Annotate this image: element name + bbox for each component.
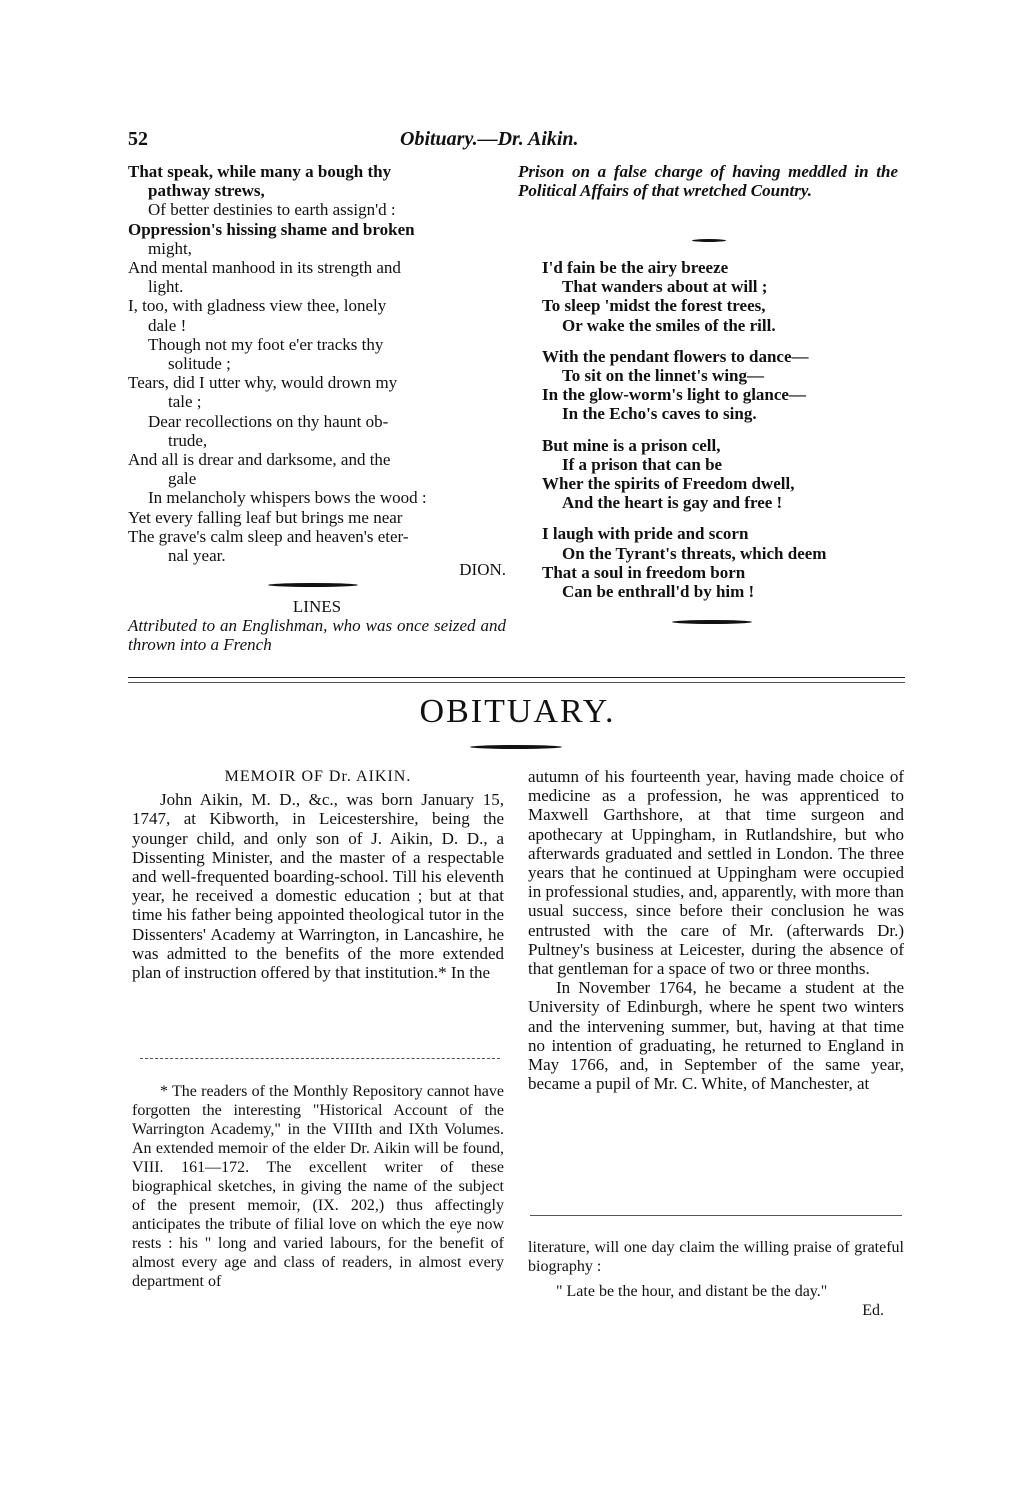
poem-line: And all is drear and darksome, and the bbox=[128, 450, 391, 470]
poem-line: dale ! bbox=[148, 315, 187, 335]
poem-line: To sit on the linnet's wing— bbox=[562, 366, 764, 386]
poem-line: In the Echo's caves to sing. bbox=[562, 404, 757, 424]
memoir-right-column bbox=[528, 767, 904, 1093]
memoir-paragraph: autumn of his fourteenth year, having made choice of medicine as a profession, he was apprenticed to Maxwell Garthshore, at that time surgeon and apothecary at Uppingham, in Rutlandshire, but who afterwards graduated and settled in London. The three years that he continued at Uppingham were occupied in professional studies, and, apparently, with more than usual success, since before their conclusion he was entrusted with the care of Mr. (afterwards Dr.) Pultney's business at Leicester, during the absence of that gentleman for a space of two or three months. bbox=[528, 767, 904, 979]
poem-line: Wher the spirits of Freedom dwell, bbox=[542, 474, 795, 494]
page-number: 52 bbox=[128, 128, 148, 150]
poem-line: Though not my foot e'er tracks thy bbox=[148, 334, 384, 354]
poem-line: If a prison that can be bbox=[562, 454, 723, 474]
poem-line: On the Tyrant's threats, which deem bbox=[562, 543, 827, 563]
lines-heading: LINES bbox=[292, 597, 342, 616]
poem-line: Yet every falling leaf but brings me near bbox=[128, 507, 403, 527]
footnote-divider bbox=[530, 1215, 902, 1216]
poem-line: That speak, while many a bough thy bbox=[128, 162, 392, 181]
footnote-continuation: literature, will one day claim the willing praise of grateful biography : bbox=[528, 1239, 904, 1275]
poem-line: Dear recollections on thy haunt ob- bbox=[148, 411, 389, 431]
ornament-rule bbox=[672, 620, 752, 624]
poem-line: I, too, with gladness view thee, lonely bbox=[128, 296, 387, 316]
footnote-divider bbox=[140, 1058, 500, 1059]
poem-line: might, bbox=[148, 238, 192, 258]
poem-line: That a soul in freedom born bbox=[542, 562, 746, 582]
poem-right-column bbox=[542, 258, 902, 601]
poem-line: Tears, did I utter why, would drown my bbox=[128, 373, 398, 393]
poem-signature: DION. bbox=[459, 560, 506, 579]
poem-line: gale bbox=[168, 469, 197, 489]
poem-line: The grave's calm sleep and heaven's eter- bbox=[128, 526, 409, 546]
ornament-rule bbox=[692, 239, 726, 242]
ornament-rule bbox=[470, 745, 562, 749]
poem-line: Or wake the smiles of the rill. bbox=[562, 315, 776, 335]
footnote-signature: Ed. bbox=[862, 1302, 884, 1319]
poem-line: That wanders about at will ; bbox=[562, 277, 768, 297]
lines-intro-right: Prison on a false charge of having meddled in the Political Affairs of that wretched Country. bbox=[518, 162, 898, 201]
poem-line: In melancholy whispers bows the wood : bbox=[148, 488, 427, 508]
poem-line: I laugh with pride and scorn bbox=[542, 524, 749, 544]
poem-line: solitude ; bbox=[168, 354, 231, 374]
memoir-paragraph: John Aikin, M. D., &c., was born January 15, 1747, at Kibworth, in Leicestershire, being the younger child, and only son of J. Aikin, D. D., a Dissenting Minister, and the master of a respectable and well-frequented boarding-school. Till his eleventh year, he received a domestic education ; but at that time his father being appointed theological tutor in the Dissenters' Academy at Warrington, in Lancashire, he was admitted to the benefits of the more extended plan of instruction offered by that institution.* In the bbox=[132, 790, 504, 983]
poem-line: light. bbox=[148, 277, 184, 297]
poem-line: To sleep 'midst the forest trees, bbox=[542, 296, 766, 316]
ornament-rule bbox=[268, 583, 358, 587]
section-divider bbox=[128, 677, 905, 678]
poem-line: And the heart is gay and free ! bbox=[562, 493, 783, 513]
memoir-paragraph: In November 1764, he became a student at the University of Edinburgh, where he spent two winters and the intervening summer, but, having at that time no intention of graduating, he returned to England in May 1766, and, in September of the same year, became a pupil of Mr. C. White, of Manchester, at bbox=[528, 978, 904, 1094]
poem-line: I'd fain be the airy breeze bbox=[542, 258, 729, 277]
footnote-quote: " Late be the hour, and distant be the day." bbox=[556, 1283, 828, 1300]
poem-line: And mental manhood in its strength and bbox=[128, 258, 401, 278]
poem-line: Can be enthrall'd by him ! bbox=[562, 582, 755, 602]
running-title: Obituary.—Dr. Aikin. bbox=[400, 128, 579, 150]
poem-line: With the pendant flowers to dance— bbox=[542, 346, 809, 366]
section-divider-thin bbox=[128, 682, 905, 683]
poem-line: Of better destinies to earth assign'd : bbox=[148, 200, 396, 220]
poem-line: pathway strews, bbox=[148, 181, 265, 201]
poem-line: nal year. bbox=[168, 546, 226, 566]
footnote-continuation-block bbox=[528, 1238, 904, 1320]
poem-line: Oppression's hissing shame and broken bbox=[128, 219, 415, 239]
section-title: OBITUARY. bbox=[419, 693, 616, 730]
poem-left-column bbox=[128, 162, 506, 565]
poem-line: In the glow-worm's light to glance— bbox=[542, 385, 806, 405]
memoir-heading: MEMOIR OF Dr. AIKIN. bbox=[224, 768, 412, 785]
memoir-left-column bbox=[132, 767, 504, 982]
poem-line: tale ; bbox=[168, 392, 202, 412]
lines-intro-left: Attributed to an Englishman, who was once seized and thrown into a French bbox=[128, 616, 506, 655]
poem-line: trude, bbox=[168, 430, 208, 450]
poem-line: But mine is a prison cell, bbox=[542, 435, 721, 455]
footnote: * The readers of the Monthly Repository cannot have forgotten the interesting "Historical Account of the Warrington Academy," in the VIIIth and IXth Volumes. An extended memoir of the elder Dr. Aikin will be found, VIII. 161—172. The excellent writer of these biographical sketches, in giving the name of the subject of the present memoir, (IX. 202,) thus affectingly anticipates the tribute of filial love on which the eye now rests : his " long and varied labours, for the benefit of almost every age and class of readers, in almost every department of bbox=[132, 1083, 504, 1290]
